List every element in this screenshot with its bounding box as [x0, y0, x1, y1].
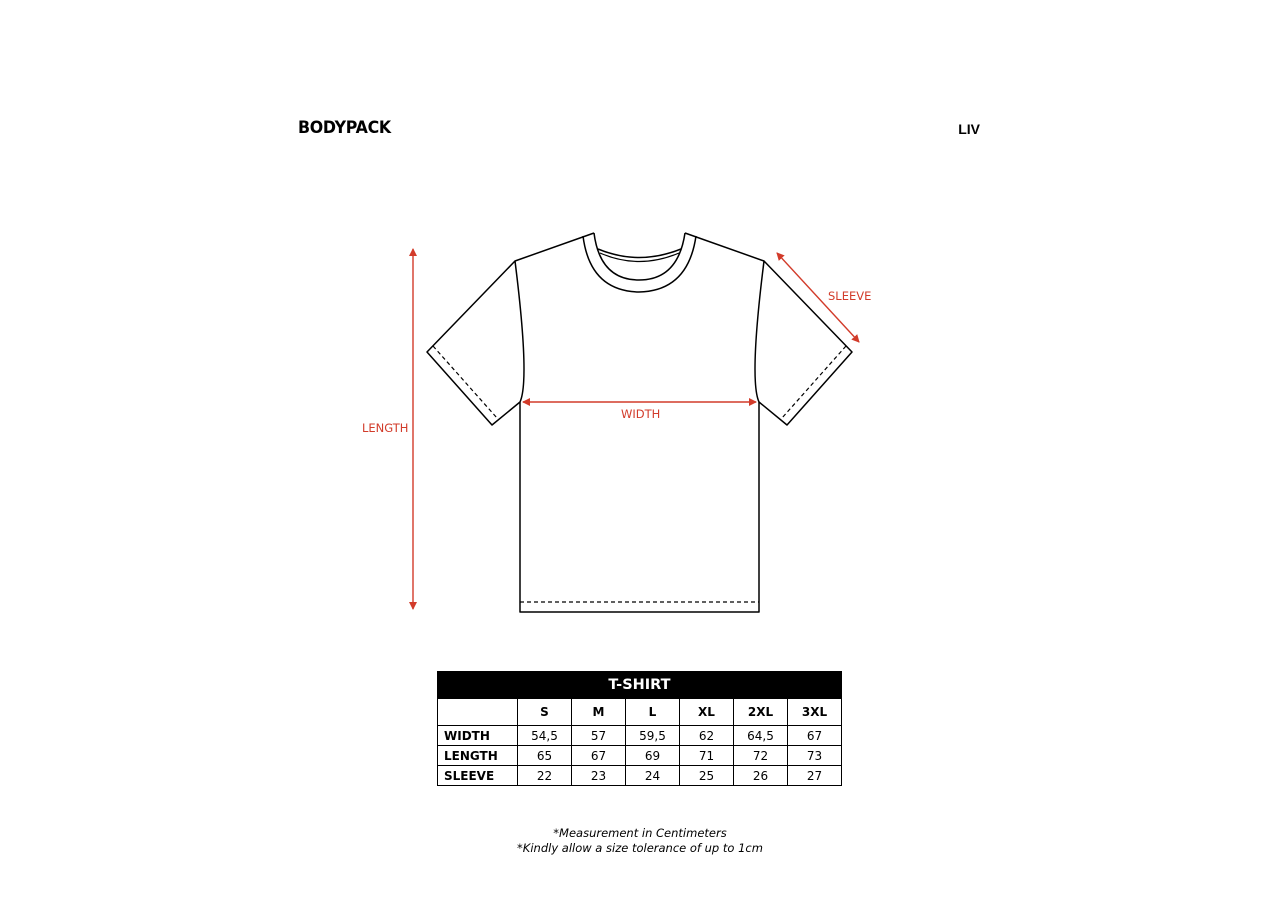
- tshirt-shoulder-left: [427, 233, 594, 425]
- table-cell: 23: [572, 766, 626, 786]
- size-header-3xl: 3XL: [788, 699, 842, 726]
- table-cell: 67: [788, 726, 842, 746]
- row-label-length: LENGTH: [438, 746, 518, 766]
- size-header-m: M: [572, 699, 626, 726]
- table-corner-cell: [438, 699, 518, 726]
- length-label: LENGTH: [362, 421, 409, 435]
- table-cell: 27: [788, 766, 842, 786]
- table-cell: 59,5: [626, 726, 680, 746]
- row-label-width: WIDTH: [438, 726, 518, 746]
- table-title: T-SHIRT: [438, 672, 842, 699]
- stitch-sleeve-right: [782, 346, 846, 418]
- row-label-sleeve: SLEEVE: [438, 766, 518, 786]
- table-cell: 72: [734, 746, 788, 766]
- table-cell: 65: [518, 746, 572, 766]
- width-label: WIDTH: [621, 407, 661, 421]
- table-cell: 67: [572, 746, 626, 766]
- model-name: LIV: [958, 121, 980, 137]
- table-cell: 26: [734, 766, 788, 786]
- note-units: *Measurement in Centimeters: [553, 826, 727, 840]
- tshirt-armhole-right: [755, 261, 764, 402]
- table-header-row: [438, 699, 842, 726]
- table-cell: 69: [626, 746, 680, 766]
- table-cell: 71: [680, 746, 734, 766]
- table-cell: 62: [680, 726, 734, 746]
- note-tolerance: *Kindly allow a size tolerance of up to 1cm: [517, 841, 763, 855]
- tshirt-stitching: [433, 346, 846, 602]
- stitch-sleeve-left: [433, 346, 497, 418]
- table-title-row: [438, 672, 842, 699]
- tshirt-armhole-left: [515, 261, 524, 402]
- table-cell: 25: [680, 766, 734, 786]
- tshirt-collar-inner: [598, 249, 681, 258]
- sleeve-label: SLEEVE: [828, 289, 872, 303]
- table-cell: 73: [788, 746, 842, 766]
- table-cell: 57: [572, 726, 626, 746]
- table-cell: 54,5: [518, 726, 572, 746]
- size-header-s: S: [518, 699, 572, 726]
- tshirt-outline: [427, 233, 852, 612]
- measurement-arrows: [413, 249, 859, 609]
- table-row-sleeve: [438, 766, 842, 786]
- table-cell: 24: [626, 766, 680, 786]
- size-header-2xl: 2XL: [734, 699, 788, 726]
- tshirt-body: [520, 402, 759, 612]
- measurement-notes: [440, 826, 840, 856]
- size-header-xl: XL: [680, 699, 734, 726]
- tshirt-collar-outer: [583, 236, 696, 292]
- table-row-width: [438, 726, 842, 746]
- tshirt-shoulder-right: [685, 233, 852, 425]
- table-cell: 22: [518, 766, 572, 786]
- table-cell: 64,5: [734, 726, 788, 746]
- brand-logo: BODYPACK: [298, 118, 391, 138]
- size-chart-table: [437, 671, 842, 786]
- size-header-l: L: [626, 699, 680, 726]
- table-row-length: [438, 746, 842, 766]
